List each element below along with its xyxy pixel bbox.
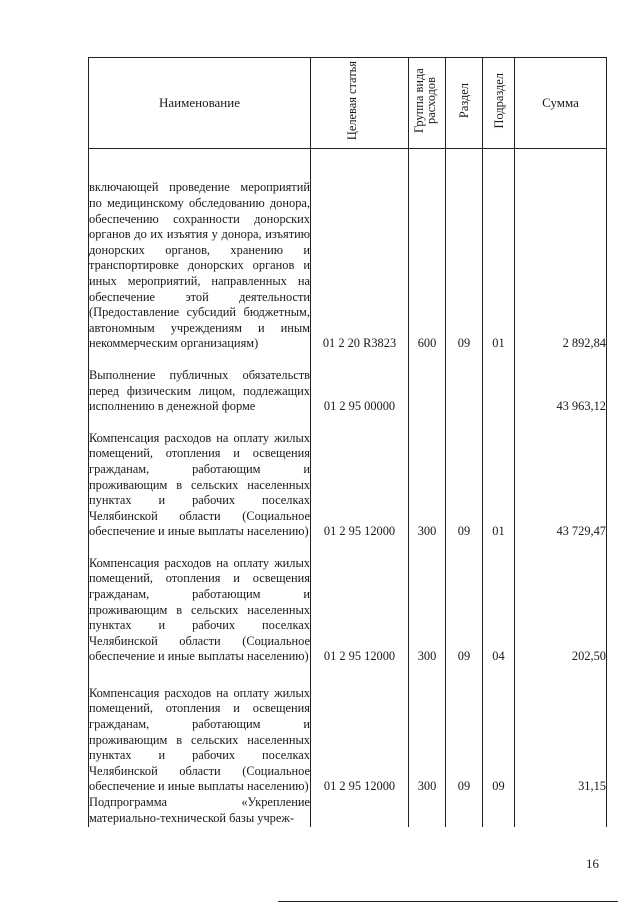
row-subsection (483, 352, 515, 415)
budget-table (88, 57, 607, 827)
row-section: 09 (446, 149, 483, 353)
page-number: 16 (586, 856, 599, 871)
header-name: Наименование (89, 58, 311, 149)
row-group (409, 795, 446, 827)
row-group (409, 352, 446, 415)
row-group: 300 (409, 540, 446, 665)
row-name: Компенсация расходов на оплату жилых помещений, отопления и освещения гражданам, работающим и проживающим в сельских населенных пунктах и рабочих поселках Челябинской области (Социальное обеспечение и иные выплаты населению) (89, 415, 311, 540)
row-subsection (483, 795, 515, 827)
row-group: 600 (409, 149, 446, 353)
row-target: 01 2 95 00000 (311, 352, 409, 415)
table-header-row (89, 58, 607, 149)
row-name: включающей проведение мероприятий по медицинскому обследованию донора, обеспечению сохранности донорских органов до их изъятия у донора, изъятию донорских органов, хранению и транспортировке донорских органов и иных мероприятий, направленных на обеспечение этой деятельности (Предоставление субсидий бюджетным, автономным учреждениям и иным некоммерческим организациям) (89, 149, 311, 353)
row-group: 300 (409, 665, 446, 795)
row-group: 300 (409, 415, 446, 540)
table-row (89, 149, 607, 353)
row-subsection: 04 (483, 540, 515, 665)
row-section (446, 352, 483, 415)
header-section: Раздел (446, 58, 483, 149)
row-target: 01 2 95 12000 (311, 415, 409, 540)
row-sum: 43 729,47 (515, 415, 607, 540)
row-subsection: 01 (483, 149, 515, 353)
row-sum: 202,50 (515, 540, 607, 665)
row-name: Компенсация расходов на оплату жилых помещений, отопления и освещения гражданам, работающим и проживающим в сельских населенных пунктах и рабочих поселках Челябинской области (Социальное обеспечение и иные выплаты населению) (89, 665, 311, 795)
row-name: Выполнение публичных обязательств перед физическим лицом, подлежащих исполнению в денежной форме (89, 352, 311, 415)
table-row (89, 415, 607, 540)
header-sum: Сумма (515, 58, 607, 149)
table-row (89, 540, 607, 665)
row-subsection: 01 (483, 415, 515, 540)
header-group: Группа вида расходов (409, 58, 446, 149)
row-target: 01 2 95 12000 (311, 665, 409, 795)
row-subsection: 09 (483, 665, 515, 795)
row-section (446, 795, 483, 827)
row-name: Подпрограмма «Укрепление материально-технической базы учреж- (89, 795, 311, 827)
row-section: 09 (446, 540, 483, 665)
row-target: 01 2 95 12000 (311, 540, 409, 665)
header-target: Целевая статья (311, 58, 409, 149)
row-section: 09 (446, 415, 483, 540)
header-subsection: Подраздел (483, 58, 515, 149)
row-sum: 43 963,12 (515, 352, 607, 415)
row-sum: 31,15 (515, 665, 607, 795)
row-sum: 2 892,84 (515, 149, 607, 353)
bottom-divider (278, 901, 618, 902)
row-sum (515, 795, 607, 827)
row-section: 09 (446, 665, 483, 795)
table-row (89, 795, 607, 827)
row-target: 01 2 20 R3823 (311, 149, 409, 353)
table-row (89, 665, 607, 795)
row-target (311, 795, 409, 827)
table-row (89, 352, 607, 415)
row-name: Компенсация расходов на оплату жилых помещений, отопления и освещения гражданам, работающим и проживающим в сельских населенных пунктах и рабочих поселках Челябинской области (Социальное обеспечение и иные выплаты населению) (89, 540, 311, 665)
